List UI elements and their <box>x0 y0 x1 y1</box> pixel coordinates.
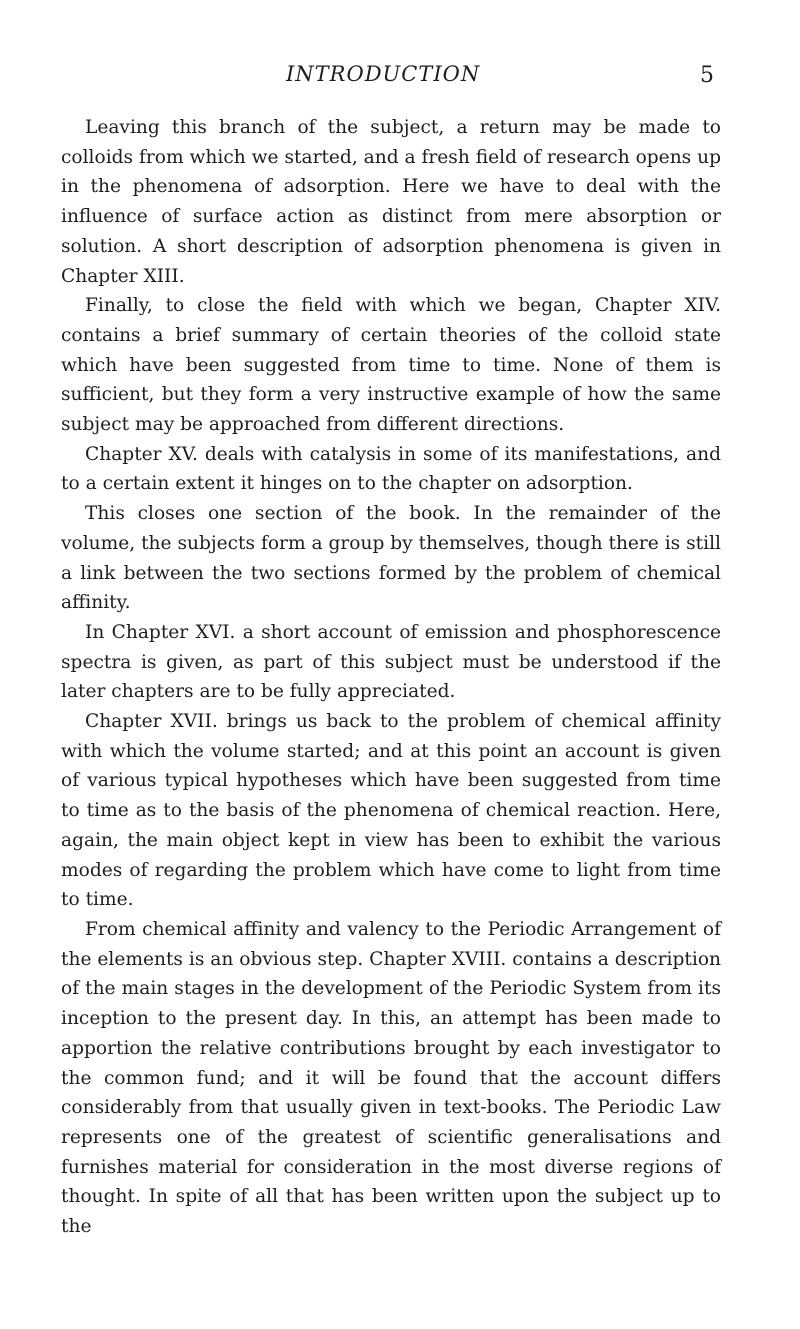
paragraph: This closes one section of the book. In the remainder of the volume, the subjects form a group by themselves, though there is still a link between the two sections formed by the problem of chemical affinity. <box>61 503 721 614</box>
running-title: INTRODUCTION <box>286 62 481 86</box>
paragraph: Leaving this branch of the subject, a return may be made to colloids from which we started, and a fresh field of research opens up in the phenomena of adsorption. Here we have to deal with the influence of surface action as distinct from mere absorption or solution. A short description of adsorption phenomena is given in Chapter XIII. <box>61 117 721 287</box>
paragraph: Chapter XVII. brings us back to the problem of chemical affinity with which the volume started; and at this point an account is given of various typical hypotheses which have been suggested from time to time as to the basis of the phenomena of chemical reaction. Here, again, the main object kept in view has been to exhibit the various modes of regarding the problem which have come to light from time to time. <box>61 711 721 911</box>
paragraph: In Chapter XVI. a short account of emission and phosphorescence spectra is given, as part of this subject must be understood if the later chapters are to be fully appreciated. <box>61 621 721 703</box>
page-number: 5 <box>700 63 714 88</box>
paragraph: Finally, to close the field with which we began, Chapter XIV. contains a brief summary of certain theories of the colloid state which have been suggested from time to time. None of them is sufficient, but they form a very instructive example of how the same subject may be approached from different directions. <box>61 295 721 436</box>
paragraph: From chemical affinity and valency to the Periodic Arrangement of the elements is an obvious step. Chapter XVIII. contains a description of the main stages in the development of the Periodic System from its inception to the present day. In this, an attempt has been made to apportion the relative contributions brought by each investigator to the common fund; and it will be found that the account differs considerably from that usually given in text-books. The Periodic Law represents one of the greatest of scientific generalisations and furnishes material for consideration in the most diverse regions of thought. In spite of all that has been written upon the subject up to the <box>61 918 721 1238</box>
body-text <box>61 113 721 1242</box>
paragraph: Chapter XV. deals with catalysis in some of its manifestations, and to a certain extent it hinges on to the chapter on adsorption. <box>61 443 721 495</box>
